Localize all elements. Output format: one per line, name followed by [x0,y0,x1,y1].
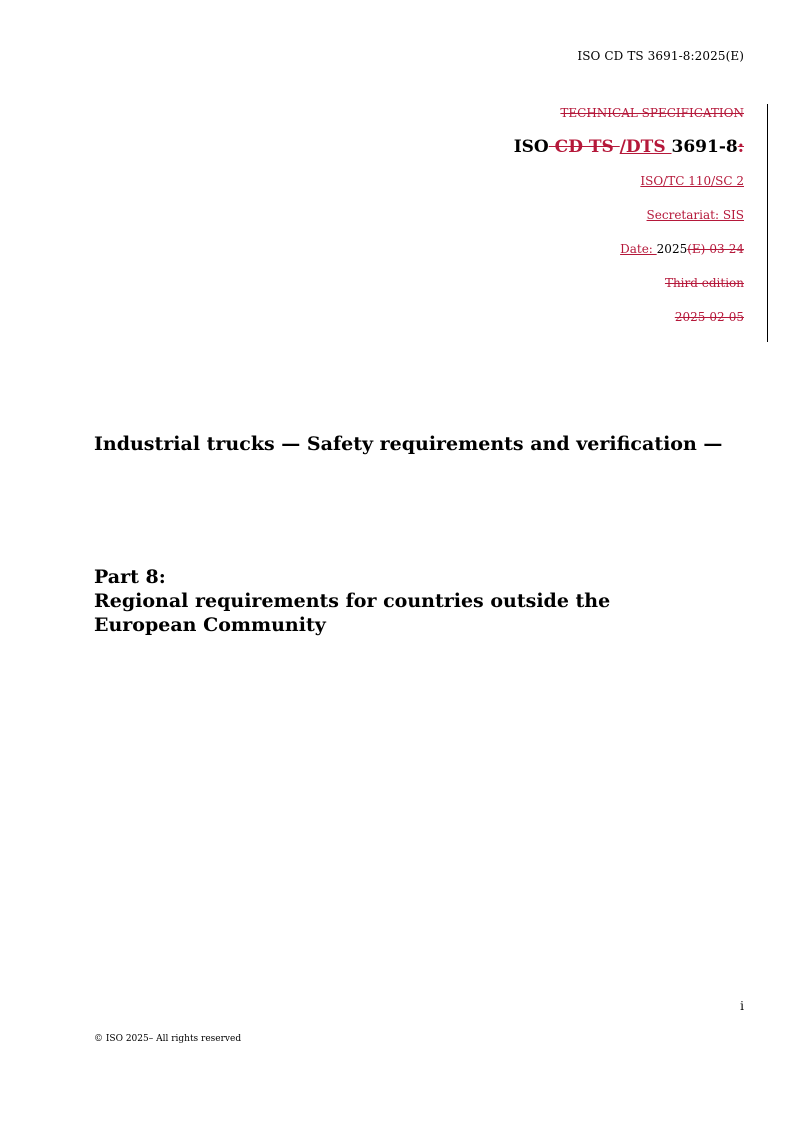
designation-line [384,136,744,172]
date-year: 2025 [656,242,688,256]
deleted-date: 2025-02-05 [674,310,744,324]
secretariat-line [384,206,744,240]
main-title: Industrial trucks — Safety requirements and verification — [94,433,723,455]
date-label: Date: [620,242,657,256]
page-number: i [740,999,744,1013]
designation-deleted-2: : [737,137,744,157]
part-title-block [94,565,714,637]
designation-deleted-1: CD TS [548,137,620,157]
date-line [384,240,744,274]
committee: ISO/TC 110/SC 2 [640,174,744,188]
deleted-date-line [384,308,744,342]
committee-line [384,172,744,206]
doc-type-line [384,104,744,138]
date-deleted: (E)-03-24 [687,242,744,256]
designation-number: 3691-8 [671,137,738,157]
part-title: Regional requirements for countries outside the European Community [94,590,611,636]
metadata-block [384,104,744,342]
document-reference: ISO CD TS 3691-8:2025(E) [577,49,744,63]
change-bar [767,104,768,342]
designation-prefix: ISO [513,137,549,157]
edition-line [384,274,744,308]
copyright-notice: © ISO 2025– All rights reserved [94,1034,242,1044]
part-label: Part 8: [94,566,166,588]
edition: Third edition [664,276,744,290]
secretariat: Secretariat: SIS [646,208,744,222]
designation-inserted: /DTS [619,137,672,157]
doc-type-deleted: TECHNICAL SPECIFICATION [560,106,744,120]
